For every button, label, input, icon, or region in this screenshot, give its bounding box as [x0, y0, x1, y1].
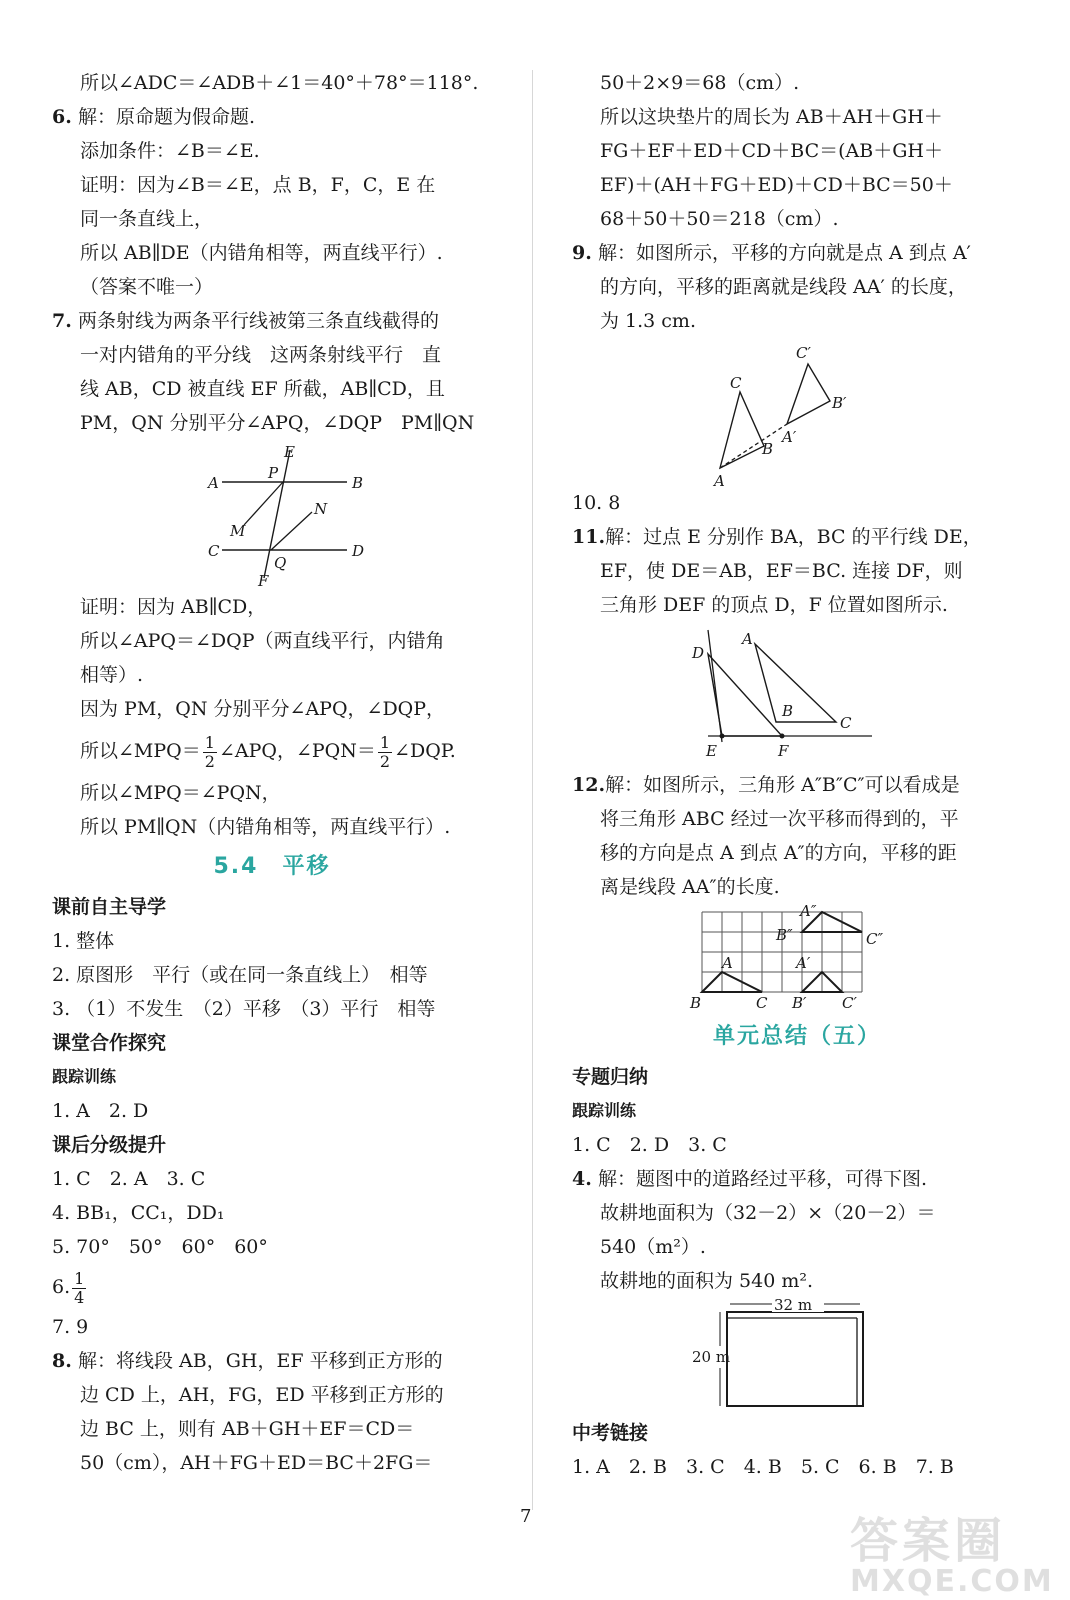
text-line: 1. C 2. D 3. C	[572, 1134, 727, 1156]
text-line: 证明：因为 AB∥CD，	[80, 596, 267, 618]
item-number: 12.	[572, 774, 606, 796]
figure-translation-triangles	[572, 338, 1022, 486]
text-line: 移的方向是点 A 到点 A″的方向，平移的距	[600, 842, 957, 864]
text-line: 三角形 DEF 的顶点 D，F 位置如图所示.	[600, 594, 948, 616]
text-line: 所以∠ADC＝∠ADB＋∠1＝40°＋78°＝118°.	[80, 72, 479, 94]
watermark	[850, 1513, 1060, 1599]
text-line: 5. 70° 50° 60° 60°	[52, 1236, 268, 1258]
answer-8	[52, 1344, 492, 1480]
label-C: C	[208, 542, 220, 560]
text-line: 解：过点 E 分别作 BA，BC 的平行线 DE，	[605, 526, 982, 548]
text-part: ∠DQP.	[394, 740, 456, 762]
text-line: 所以∠APQ＝∠DQP（两直线平行，内错角	[80, 630, 445, 652]
text-line: 所以这块垫片的周长为 AB＋AH＋GH＋	[600, 106, 943, 128]
farmland-diagram	[572, 1298, 1022, 1416]
text-line: 离是线段 AA″的长度.	[600, 876, 780, 898]
label-P: P	[268, 464, 279, 482]
denominator: 2	[379, 751, 391, 771]
numerator: 1	[204, 732, 215, 752]
fraction	[203, 734, 217, 771]
width-label: 32 m	[774, 1298, 813, 1314]
text-line: 解：将线段 AB，GH，EF 平移到正方形的	[78, 1350, 443, 1372]
label-A-prime: A′	[782, 428, 797, 446]
text-line: 所以 AB∥DE（内错角相等，两直线平行）.	[80, 242, 443, 264]
text-part: 所以∠MPQ＝	[80, 740, 201, 762]
text-line: 证明：因为∠B＝∠E，点 B，F，C，E 在	[80, 174, 436, 196]
label-Q: Q	[274, 554, 287, 572]
heading: 中考链接	[572, 1422, 649, 1444]
label-F: F	[778, 742, 789, 760]
text-line: 线 AB，CD 被直线 EF 所截，AB∥CD，且	[80, 378, 445, 400]
label-E: E	[284, 443, 295, 461]
text-line: 所以 PM∥QN（内错角相等，两直线平行）.	[80, 816, 451, 838]
label-B: B	[690, 994, 702, 1012]
text-line: 3. （1）不发生 （2）平移 （3）平行 相等	[52, 998, 436, 1020]
text-line: 故耕地的面积为 540 m².	[600, 1270, 814, 1292]
label-C: C	[730, 374, 742, 392]
label-B: B	[352, 474, 364, 492]
text-line: 68＋50＋50＝218（cm）.	[600, 208, 839, 230]
text-line: 1. A 2. B 3. C 4. B 5. C 6. B 7. B	[572, 1456, 954, 1478]
text-line: EF)＋(AH＋FG＋ED)＋CD＋BC＝50＋	[600, 174, 953, 196]
label-B-prime: B′	[832, 394, 847, 412]
triangle-def-diagram	[572, 622, 1022, 768]
heading: 专题归纳	[572, 1066, 649, 1088]
text-line: 解：题图中的道路经过平移，可得下图.	[598, 1168, 928, 1190]
translation-diagram	[572, 338, 1022, 486]
figure-farmland	[572, 1298, 1022, 1416]
watermark-title: 答案圈	[850, 1513, 1007, 1569]
page-number: 7	[520, 1506, 532, 1527]
label-D: D	[352, 542, 365, 560]
item-number: 7.	[52, 310, 72, 332]
right-column	[572, 66, 1022, 1484]
column-divider	[532, 70, 533, 1510]
text-line: 将三角形 ABC 经过一次平移而得到的，平	[600, 808, 959, 830]
text-line: PM，QN 分别平分∠APQ，∠DQP PM∥QN	[80, 412, 475, 434]
text-line: 1. C 2. A 3. C	[52, 1168, 206, 1190]
text-line: 解：原命题为假命题.	[78, 106, 256, 128]
fraction	[72, 1270, 86, 1307]
text-line: 2. 原图形 平行（或在同一条直线上） 相等	[52, 964, 428, 986]
text-line: 540（m²）.	[600, 1236, 706, 1258]
item-number: 8.	[52, 1350, 72, 1372]
text-line: 一对内错角的平分线 这两条射线平行 直	[80, 344, 442, 366]
label-A-prime: A′	[796, 954, 811, 972]
label-A: A	[742, 630, 753, 648]
label-C: C	[756, 994, 768, 1012]
item-number: 9.	[572, 242, 592, 264]
denominator: 4	[74, 1287, 85, 1307]
label-C-prime: C′	[796, 344, 811, 362]
text-line: 故耕地面积为（32－2）×（20－2）＝	[600, 1202, 936, 1224]
answer-7	[52, 304, 492, 440]
label-A-double-prime: A″	[800, 904, 817, 920]
text-line: 4. BB₁，CC₁，DD₁	[52, 1202, 225, 1224]
fraction	[378, 734, 392, 771]
section-title: 5.4 平移	[213, 854, 331, 879]
watermark-url: MXQE.COM	[850, 1564, 1054, 1599]
figure-grid-translation	[572, 904, 1022, 1014]
text-line: 的方向，平移的距离就是线段 AA′ 的长度，	[600, 276, 967, 298]
label-B: B	[762, 440, 774, 458]
text-line: 因为 PM，QN 分别平分∠APQ，∠DQP，	[80, 698, 446, 720]
heading: 课前自主导学	[52, 896, 167, 918]
label-A: A	[208, 474, 219, 492]
text-line-fraction	[52, 726, 492, 776]
text-line: 1. A 2. D	[52, 1100, 149, 1122]
denominator: 2	[204, 751, 215, 771]
text-part: 6.	[52, 1276, 71, 1298]
proof-7	[52, 590, 492, 844]
numerator: 1	[74, 1268, 85, 1288]
label-C-double-prime: C″	[866, 930, 884, 948]
height-label: 20 m	[692, 1348, 731, 1366]
text-part: ∠APQ，∠PQN＝	[218, 740, 376, 762]
label-C: C	[840, 714, 852, 732]
item-number: 11.	[572, 526, 606, 548]
text-line: 解：如图所示，三角形 A″B″C″可以看成是	[605, 774, 960, 796]
heading: 课堂合作探究	[52, 1032, 167, 1054]
text-line: 10. 8	[572, 492, 621, 514]
label-E: E	[706, 742, 717, 760]
label-A: A	[714, 472, 725, 486]
text-line: 50（cm），AH＋FG＋ED＝BC＋2FG＝	[80, 1452, 433, 1474]
text-line: FG＋EF＋ED＋CD＋BC＝(AB＋GH＋	[600, 140, 943, 162]
label-M: M	[230, 522, 246, 540]
label-N: N	[314, 500, 328, 518]
text-line: （答案不唯一）	[80, 276, 214, 298]
answer-11	[572, 520, 1022, 622]
text-line: 解：如图所示，平移的方向就是点 A 到点 A′	[598, 242, 971, 264]
label-D: D	[692, 644, 705, 662]
text-line: 50＋2×9＝68（cm）.	[600, 72, 800, 94]
text-line: 同一条直线上，	[80, 208, 214, 230]
label-B-double-prime: B″	[776, 926, 793, 944]
text-line: 相等）.	[80, 664, 144, 686]
label-B: B	[782, 702, 794, 720]
answer-9	[572, 236, 1022, 338]
numerator: 1	[379, 732, 391, 752]
text-line: 添加条件：∠B＝∠E.	[80, 140, 260, 162]
answer-6	[52, 100, 492, 304]
answer-12	[572, 768, 1022, 904]
text-line: 边 CD 上，AH，FG，ED 平移到正方形的	[80, 1384, 444, 1406]
text-line-fraction	[52, 1264, 492, 1310]
item-number: 6.	[52, 106, 72, 128]
text-line: 为 1.3 cm.	[600, 310, 696, 332]
figure-triangle-def	[572, 622, 1022, 768]
heading: 课后分级提升	[52, 1134, 167, 1156]
answer-4	[572, 1162, 1022, 1298]
text-line: 7. 9	[52, 1316, 89, 1338]
label-A: A	[722, 954, 733, 972]
text-line: 两条射线为两条平行线被第三条直线截得的	[78, 310, 440, 332]
label-C-prime: C′	[842, 994, 857, 1012]
left-column	[52, 66, 492, 1480]
text-line: 所以∠MPQ＝∠PQN，	[80, 782, 281, 804]
subheading: 跟踪训练	[52, 1067, 117, 1086]
subheading: 跟踪训练	[572, 1101, 637, 1120]
text-line: 1. 整体	[52, 930, 115, 952]
text-line: 边 BC 上，则有 AB＋GH＋EF＝CD＝	[80, 1418, 415, 1440]
parallel-lines-diagram	[52, 440, 492, 590]
figure-parallel-lines	[52, 440, 492, 590]
grid-translation-diagram	[572, 904, 1022, 1014]
section-title: 单元总结（五）	[712, 1024, 881, 1049]
label-B-prime: B′	[792, 994, 807, 1012]
label-F: F	[258, 572, 269, 590]
text-line: EF，使 DE＝AB，EF＝BC. 连接 DF，则	[600, 560, 963, 582]
item-number: 4.	[572, 1168, 592, 1190]
